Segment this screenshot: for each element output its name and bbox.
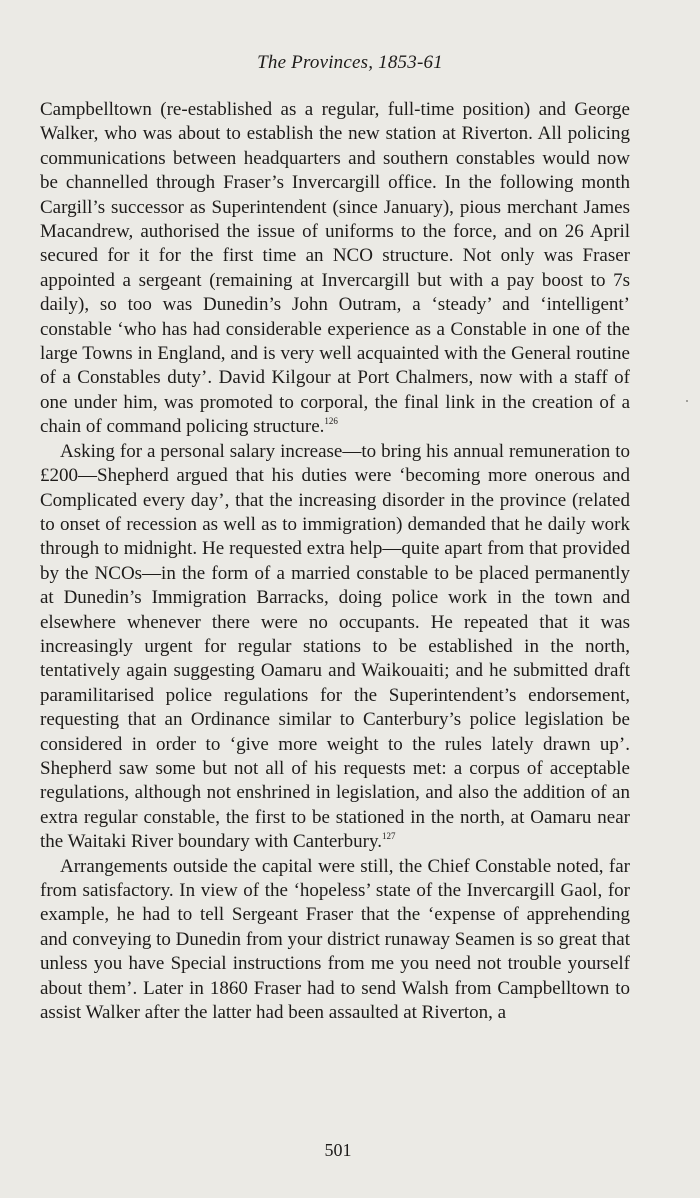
paragraph-1-text: Campbelltown (re-established as a regular, full-time position) and George Walker, who was about to establish the new station at Riverton. All policing communications between headquarters and southern constables would now be channelled through Fraser’s Invercargill office. In the following month Cargill’s successor as Superintendent (since January), pious merchant James Macandrew, authorised the issue of uniforms to the force, and on 26 April secured for it for the first time an NCO structure. Not only was Fraser appointed a sergeant (remaining at Invercargill but with a pay boost to 7s daily), so too was Dunedin’s John Outram, a ‘steady’ and ‘intelligent’ constable ‘who has had considerable experience as a Constable in one of the large Towns in England, and is very well acquainted with the General routine of a Constables duty’. David Kilgour at Port Chalmers, now with a staff of one under him, was promoted to corporal, the final link in the creation of a chain of command policing structure. [40, 99, 630, 438]
body-text [40, 98, 630, 1025]
paragraph-2 [40, 440, 630, 855]
page-number: 501 [324, 1140, 352, 1160]
paper-speck [686, 400, 688, 402]
paragraph-2-text: Asking for a personal salary increase—to bring his annual remuneration to £200—Shepherd argued that his duties were ‘becoming more onerous and Complicated every day’, that the increasing disorder in the province (related to onset of recession as well as to immigration) demanded that he daily work through to midnight. He requested extra help—quite apart from that provided by the NCOs—in the form of a married constable to be placed permanently at Dunedin’s Immigration Barracks, doing police work in the town and elsewhere whenever there were no occupants. He repeated that it was increasingly urgent for regular stations to be established in the north, tentatively again suggesting Oamaru and Waikouaiti; and he submitted draft paramilitarised police regulations for the Superintendent’s endorsement, requesting that an Ordinance similar to Canterbury’s police legislation be considered in order to ‘give more weight to the rules lately drawn up’. Shepherd saw some but not all of his requests met: a corpus of acceptable regulations, although not enshrined in legislation, and also the addition of an extra regular constable, the first to be stationed in the north, at Oamaru near the Waitaki River boundary with Canterbury. [40, 440, 630, 853]
running-head: The Provinces, 1853-61 [257, 52, 443, 73]
paragraph-1 [40, 98, 630, 440]
footnote-ref-127: 127 [381, 831, 396, 842]
footnote-ref-126: 126 [324, 416, 338, 427]
paragraph-3 [40, 855, 630, 1026]
paragraph-3-text: Arrangements outside the capital were still, the Chief Constable noted, far from satisfactory. In view of the ‘hopeless’ state of the Invercargill Gaol, for example, he had to tell Sergeant Fraser that the ‘expense of apprehending and conveying to Dunedin from your district runaway Seamen is so great that unless you have Special instructions from me you need not trouble yourself about them’. Later in 1860 Fraser had to send Walsh from Campbelltown to assist Walker after the latter had been assaulted at Riverton, a [40, 855, 630, 1024]
